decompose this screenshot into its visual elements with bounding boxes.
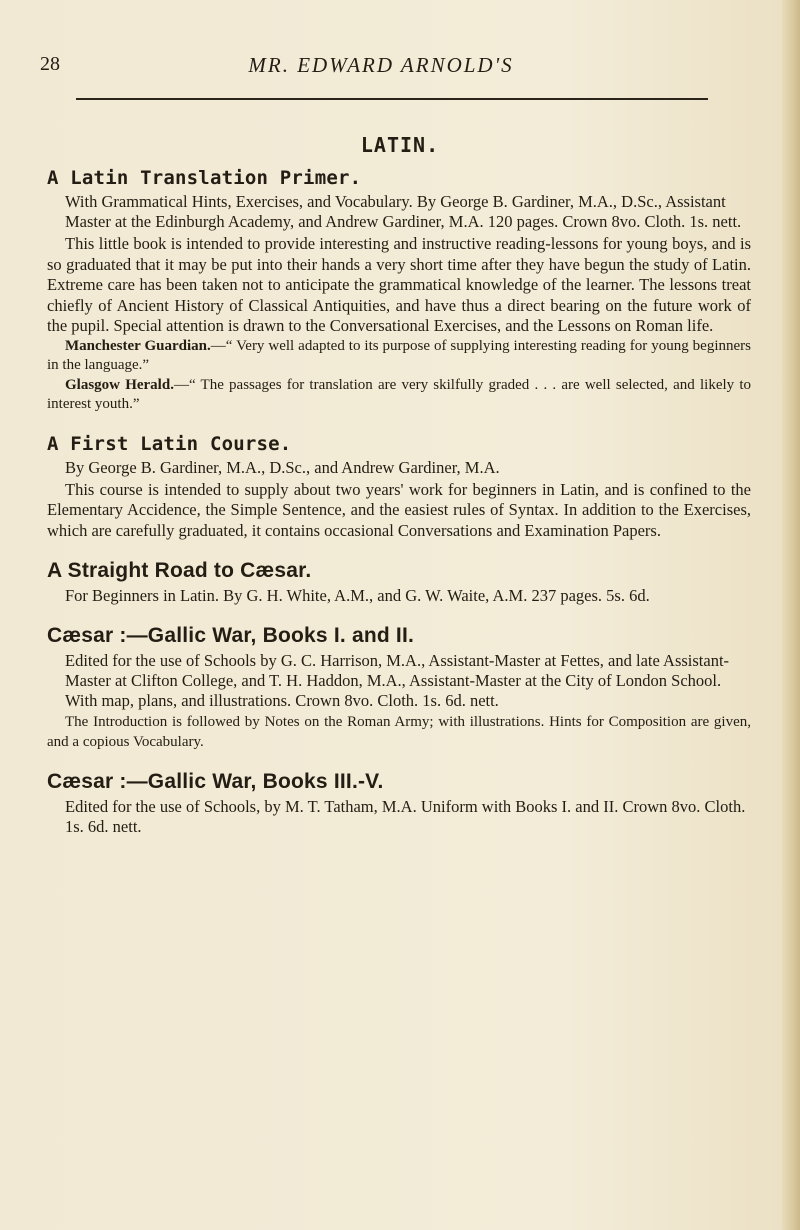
catalogue-entry [47, 623, 751, 752]
page-edge [782, 0, 800, 1230]
entry-byline: Edited for the use of Schools, by M. T. Tatham, M.A. Uniform with Books I. and II. Crown 8vo. Cloth. 1s. 6d. nett. [65, 797, 746, 836]
catalogue-entry [47, 558, 751, 606]
entry-title: A First Latin Course. [47, 432, 292, 455]
entry-byline: With Grammatical Hints, Exercises, and Vocabulary. By George B. Gardiner, M.A., D.Sc., Assistant Master at the Edinburgh Academy, and Andrew Gardiner, M.A. 120 pages. Crown 8vo. Cloth. 1s. nett. [65, 192, 742, 231]
catalogue-entry [47, 166, 751, 415]
section-title: LATIN. [360, 133, 440, 157]
review-source: Manchester Guardian. [65, 337, 211, 354]
catalogue-entry [47, 769, 751, 837]
entry-title: A Straight Road to Cæsar. [47, 559, 312, 582]
review-quote [47, 376, 751, 415]
entry-title: Cæsar :—Gallic War, Books III.-V. [47, 770, 384, 793]
header-rule [76, 98, 708, 100]
review-text: —“ Very well adapted to its purpose of supplying interesting reading for young beginners in the language.” [47, 337, 751, 373]
catalogue-entries [47, 166, 751, 839]
review-source: Glasgow Herald. [65, 376, 174, 393]
catalogue-entry [47, 432, 751, 542]
entry-title: A Latin Translation Primer. [47, 167, 362, 189]
entry-description: This little book is intended to provide interesting and instructive reading-lessons for young boys, and is so graduated that it may be put into their hands a very short time after they have begun the study of Latin. Extreme care has been taken not to anticipate the grammatical knowledge of the learner. The lessons treat chiefly of Ancient History of Classical Antiquities, and have thus a direct bearing on the future work of the pupil. Special attention is drawn to the Conversational Exercises, and the Lessons on Roman life. [47, 234, 751, 335]
entry-description: This course is intended to supply about two years' work for beginners in Latin, and is confined to the Elementary Accidence, the Simple Sentence, and the easiest rules of Syntax. In addition to the Exercises, which are carefully graduated, it contains occasional Conversations and Examination Papers. [47, 479, 751, 540]
running-head: MR. EDWARD ARNOLD'S [248, 53, 514, 77]
entry-byline: Edited for the use of Schools by G. C. Harrison, M.A., Assistant-Master at Fettes, and late Assistant-Master at Clifton College, and T. H. Haddon, M.A., Assistant-Master at the City of London School. With map, plans, and illustrations. Crown 8vo. Cloth. 1s. 6d. nett. [65, 651, 730, 710]
page-header [40, 53, 722, 83]
entry-byline: For Beginners in Latin. By G. H. White, A.M., and G. W. Waite, A.M. 237 pages. 5s. 6d. [65, 586, 650, 605]
page-number: 28 [40, 53, 60, 75]
entry-title: Cæsar :—Gallic War, Books I. and II. [47, 624, 415, 647]
review-quote [47, 337, 751, 376]
review-text: —“ The passages for translation are very skilfully graded . . . are well selected, and likely to interest youth.” [47, 376, 752, 412]
entry-byline: By George B. Gardiner, M.A., D.Sc., and Andrew Gardiner, M.A. [65, 457, 500, 477]
entry-note: The Introduction is followed by Notes on the Roman Army; with illustrations. Hints for Composition are given, and a copious Vocabulary. [47, 714, 751, 750]
